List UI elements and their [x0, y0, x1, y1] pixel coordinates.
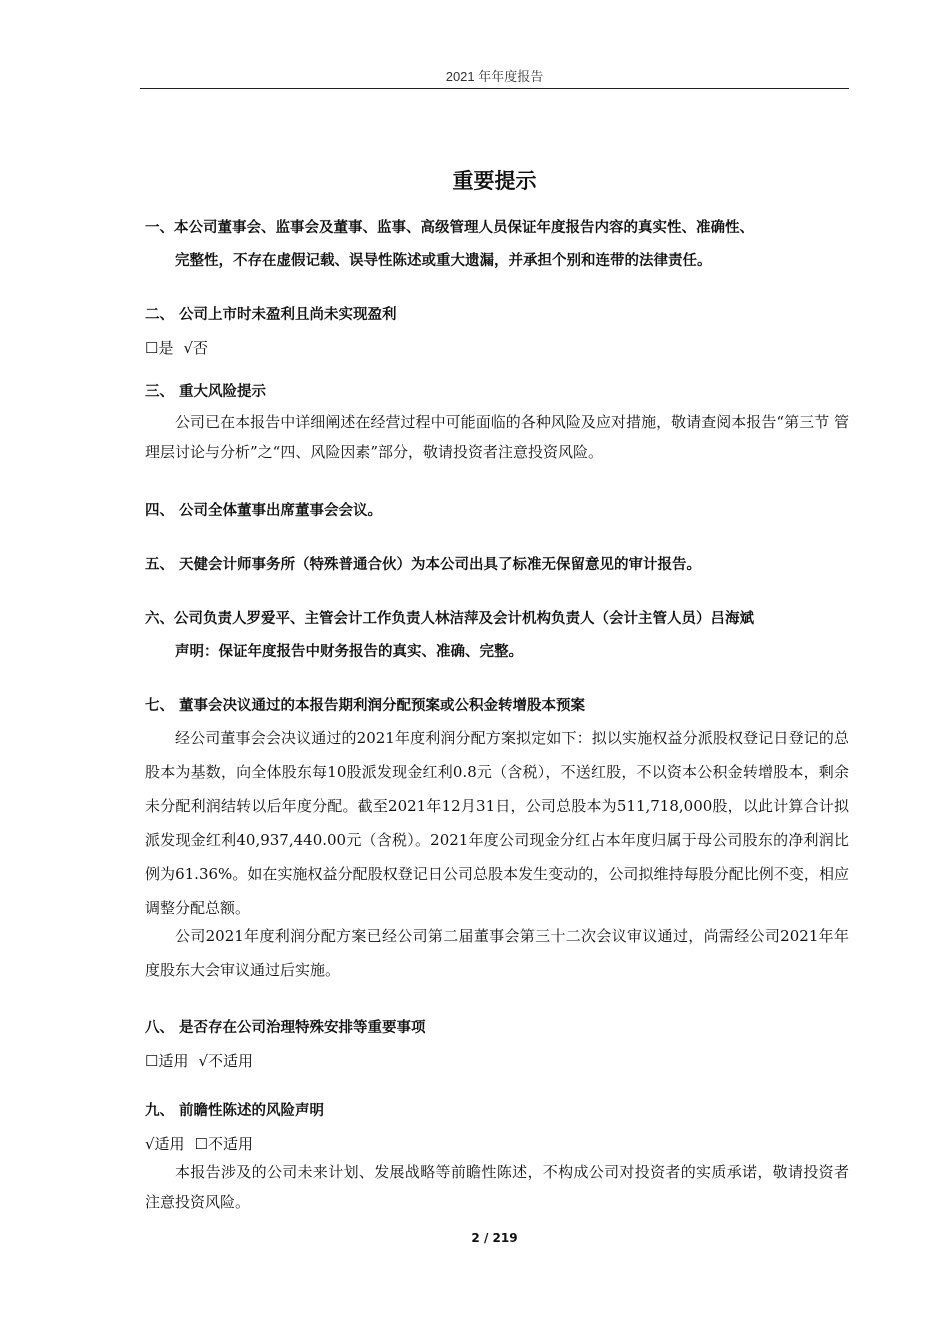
section-8-heading: 八、 是否存在公司治理特殊安排等重要事项 — [145, 1020, 426, 1036]
section-9-body: 本报告涉及的公司未来计划、发展战略等前瞻性陈述，不构成公司对投资者的实质承诺，敬请投资者注意投资风险。 — [145, 1163, 849, 1211]
running-header: 2021 年年度报告 — [445, 69, 544, 84]
checkbox-applicable: ☐适用 — [145, 1052, 189, 1070]
page-number: 2 / 219 — [471, 1231, 518, 1245]
checkbox-not-applicable: ☐不适用 — [194, 1135, 254, 1153]
header-divider — [140, 88, 849, 89]
section-6-line-1: 六、公司负责人罗爱平、主管会计工作负责人林洁萍及会计机构负责人（会计主管人员）吕海斌 — [145, 611, 754, 627]
section-9-options — [145, 1134, 849, 1154]
section-8-options — [145, 1051, 849, 1071]
section-4-heading: 四、 公司全体董事出席董事会会议。 — [145, 503, 383, 519]
page-title: 重要提示 — [452, 169, 537, 193]
section-2-options — [145, 338, 849, 358]
section-1-line-2: 完整性，不存在虚假记载、误导性陈述或重大遗漏，并承担个别和连带的法律责任。 — [175, 253, 712, 269]
section-3-body: 公司已在本报告中详细阐述在经营过程中可能面临的各种风险及应对措施，敬请查阅本报告“第三节 管理层讨论与分析”之“四、风险因素”部分，敬请投资者注意投资风险。 — [145, 413, 849, 461]
section-2-heading: 二、 公司上市时未盈利且尚未实现盈利 — [145, 307, 397, 323]
checkbox-no: √否 — [183, 339, 209, 357]
checkbox-applicable: √适用 — [145, 1135, 185, 1153]
checkbox-yes: ☐是 — [145, 339, 174, 357]
section-5-heading: 五、 天健会计师事务所（特殊普通合伙）为本公司出具了标准无保留意见的审计报告。 — [145, 557, 702, 573]
section-7-body-1: 经公司董事会会决议通过的2021年度利润分配方案拟定如下：拟以实施权益分派股权登记日登记的总股本为基数，向全体股东每10股派发现金红利0.8元（含税），不送红股，不以资本公积金转增股本，剩余未分配利润结转以后年度分配。截至2021年12月31日，公司总股本为511,718,000股，以此计算合计拟派发现金红利40,937,440.00元（含税）。2021年度公司现金分红占本年度归属于母公司股东的净利润比例为61.36%。如在实施权益分配股权登记日公司总股本发生变动的，公司拟维持每股分配比例不变，相应调整分配总额。 — [145, 729, 849, 917]
section-3-heading: 三、 重大风险提示 — [145, 384, 267, 400]
section-1-line-1: 一、本公司董事会、监事会及董事、监事、高级管理人员保证年度报告内容的真实性、准确性、 — [145, 220, 754, 236]
section-7-body-2: 公司2021年度利润分配方案已经公司第二届董事会第三十二次会议审议通过，尚需经公司2021年年度股东大会审议通过后实施。 — [145, 927, 849, 979]
section-7-heading: 七、 董事会决议通过的本报告期利润分配预案或公积金转增股本预案 — [145, 698, 586, 714]
section-6-line-2: 声明：保证年度报告中财务报告的真实、准确、完整。 — [175, 644, 523, 660]
section-9-heading: 九、 前瞻性陈述的风险声明 — [145, 1103, 325, 1119]
checkbox-not-applicable: √不适用 — [198, 1052, 254, 1070]
